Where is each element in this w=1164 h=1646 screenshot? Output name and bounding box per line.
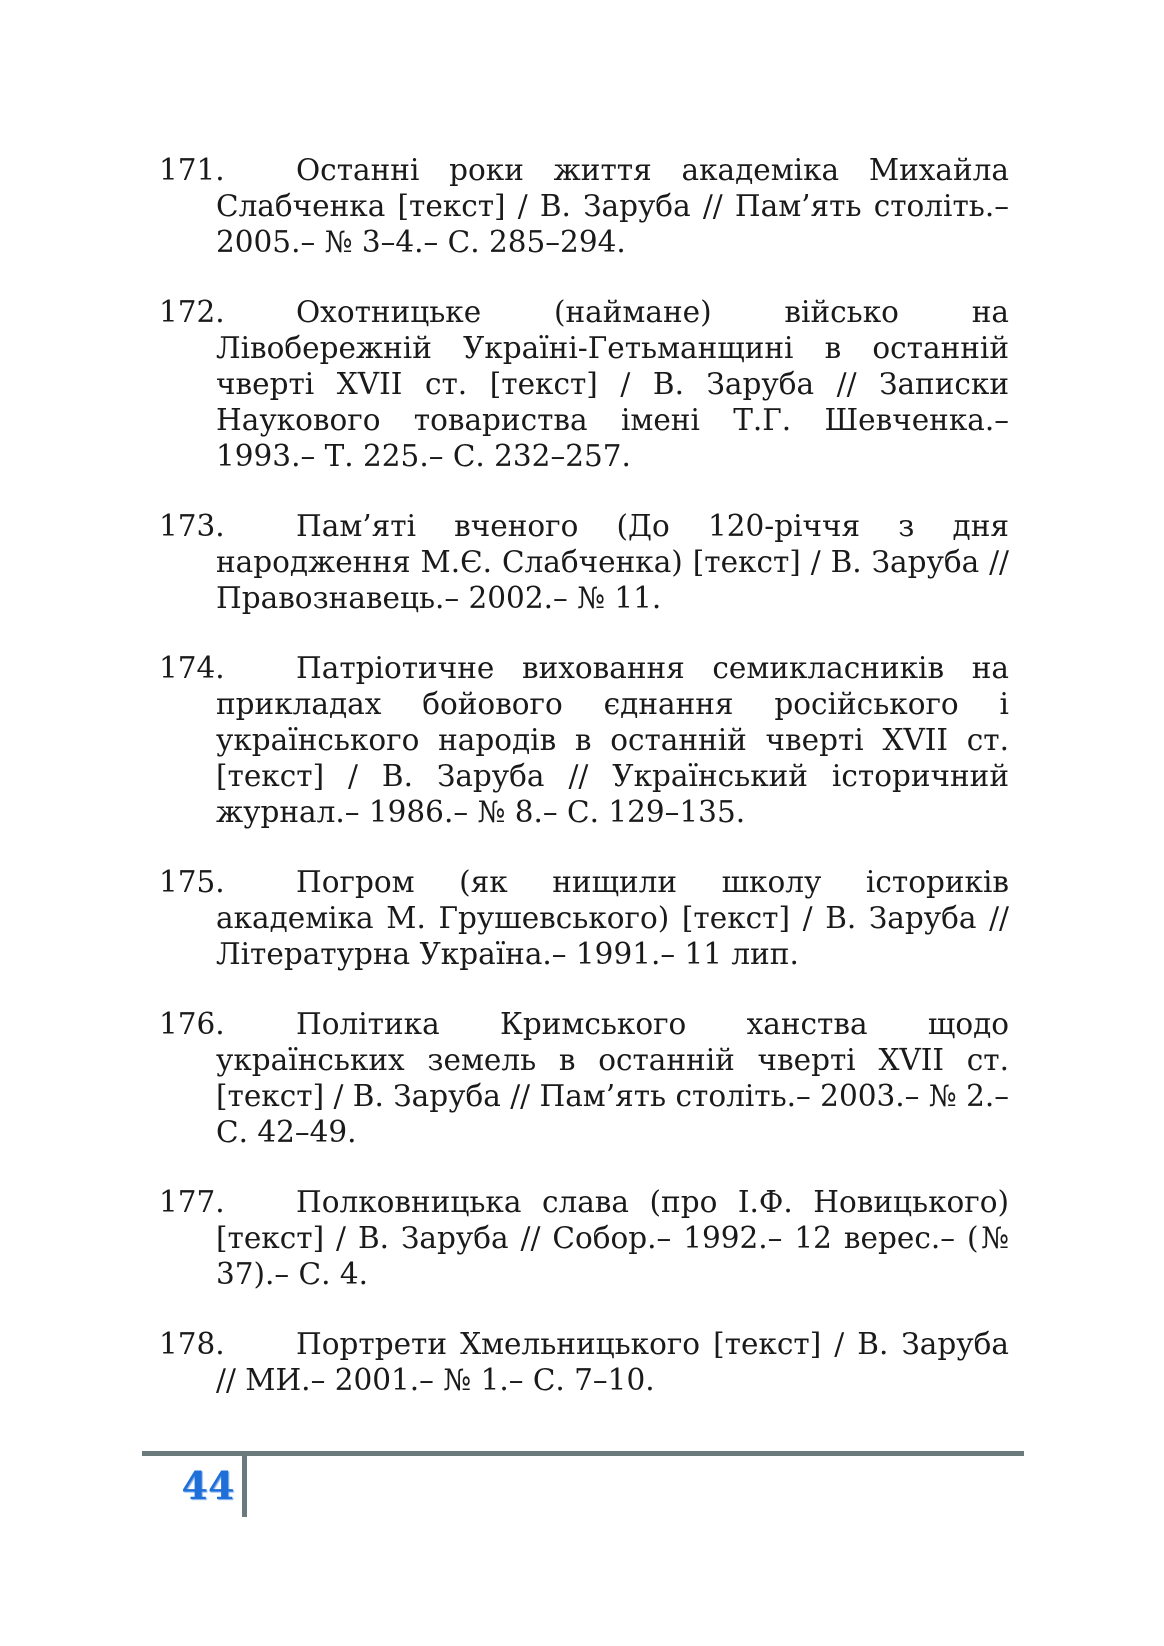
bibliography-entry (159, 650, 1009, 830)
entry-text: Погром (як нищили школу істориків академіка М. Грушевського) [текст] / В. Заруба // Літературна Україна.– 1991.– 11 лип. (216, 865, 1009, 971)
bibliography-entry (159, 1006, 1009, 1150)
entry-number: 172. (159, 295, 225, 329)
entry-number: 178. (159, 1327, 225, 1361)
entry-number: 171. (159, 153, 225, 187)
entry-number: 175. (159, 865, 225, 899)
footer-divider (242, 1451, 247, 1517)
bibliography-entry (159, 152, 1009, 260)
entry-text: Пам’яті вченого (До 120-річчя з дня народження М.Є. Слабченка) [текст] / В. Заруба // Правознавець.– 2002.– № 11. (216, 509, 1009, 615)
bibliography-entry (159, 864, 1009, 972)
entry-number: 177. (159, 1185, 225, 1219)
entry-number: 176. (159, 1007, 225, 1041)
entry-text: Охотницьке (наймане) військо на Лівобережній Україні-Гетьманщині в останній чверті XVII ст. [текст] / В. Заруба // Записки Наукового товариства імені Т.Г. Шевченка.– 1993.– Т. 225.– С. 232–257. (216, 295, 1009, 473)
bibliography-entry (159, 1326, 1009, 1398)
bibliography-entry (159, 294, 1009, 474)
entry-text: Полковницька слава (про І.Ф. Новицького) [текст] / В. Заруба // Собор.– 1992.– 12 верес.– (№ 37).– С. 4. (216, 1185, 1009, 1291)
entry-text: Портрети Хмельницького [текст] / В. Заруба // МИ.– 2001.– № 1.– С. 7–10. (216, 1327, 1009, 1397)
entry-text: Патріотичне виховання семикласників на прикладах бойового єднання російського і українського народів в останній чверті XVII ст. [текст] / В. Заруба // Український історичний журнал.– 1986.– № 8.– С. 129–135. (216, 651, 1009, 829)
entry-number: 174. (159, 651, 225, 685)
bibliography-list (159, 152, 1009, 1432)
bibliography-entry (159, 508, 1009, 616)
page-number: 44 (181, 1463, 235, 1508)
bibliography-entry (159, 1184, 1009, 1292)
entry-text: Останні роки життя академіка Михайла Слабченка [текст] / В. Заруба // Пам’ять століть.– 2005.– № 3–4.– С. 285–294. (216, 153, 1009, 259)
entry-number: 173. (159, 509, 225, 543)
entry-text: Політика Кримського ханства щодо українських земель в останній чверті XVII ст. [текст] / В. Заруба // Пам’ять століть.– 2003.– № 2.– С. 42–49. (216, 1007, 1009, 1149)
footer-rule (142, 1451, 1024, 1456)
